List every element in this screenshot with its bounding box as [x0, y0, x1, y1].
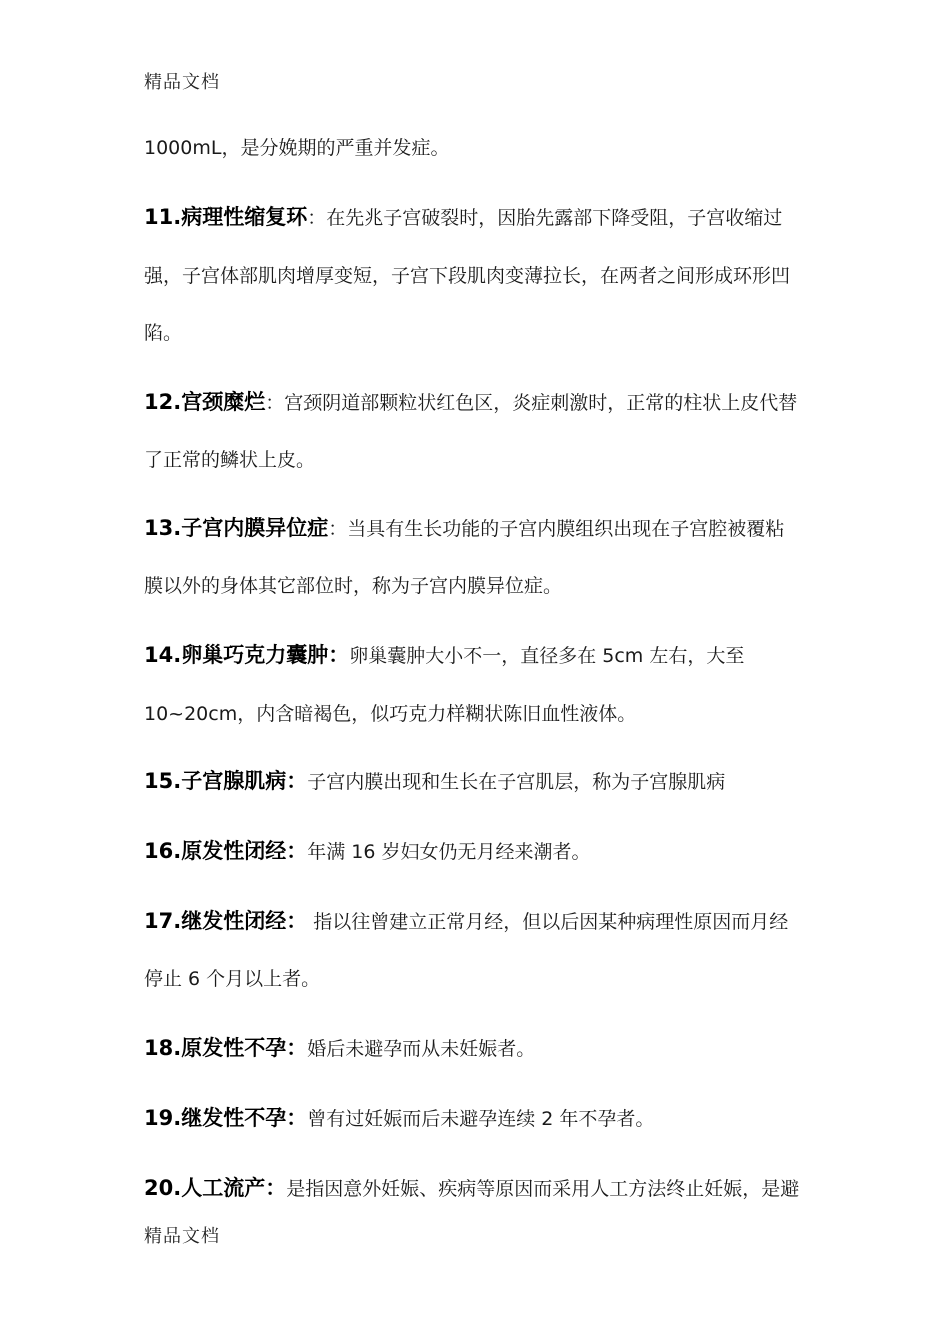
term-label: 15.子宫腺肌病：	[144, 769, 308, 793]
definition-text: ：当具有生长功能的子宫内膜组织出现在子宫腔被覆粘	[328, 518, 785, 540]
term-label: 20.人工流产：	[144, 1176, 287, 1200]
text-line	[144, 1105, 654, 1132]
definition-text: ：在先兆子宫破裂时，因胎先露部下降受阻，子宫收缩过	[307, 207, 783, 229]
definition-text: 膜以外的身体其它部位时，称为子宫内膜异位症。	[144, 575, 563, 597]
text-line	[144, 1035, 535, 1062]
text-line	[144, 204, 782, 231]
definition-text: 子宫内膜出现和生长在子宫肌层，称为子宫腺肌病	[307, 771, 726, 793]
definition-text: 10~20cm，内含暗褐色，似巧克力样糊状陈旧血性液体。	[144, 703, 637, 725]
page-header: 精品文档	[144, 72, 220, 93]
term-label: 16.原发性闭经：	[144, 839, 308, 863]
text-line	[144, 446, 315, 473]
definition-text: 陷。	[144, 322, 183, 344]
term-label: 11.病理性缩复环	[144, 205, 308, 229]
definition-text: 了正常的鳞状上皮。	[144, 449, 316, 471]
definition-text: 1000mL，是分娩期的严重并发症。	[144, 137, 450, 159]
text-line	[144, 768, 725, 795]
term-label: 18.原发性不孕：	[144, 1036, 308, 1060]
definition-text: 指以往曾建立正常月经，但以后因某种病理性原因而月经	[307, 911, 789, 933]
text-line	[144, 908, 788, 935]
text-line	[144, 515, 784, 542]
term-label: 19.继发性不孕：	[144, 1106, 308, 1130]
text-line	[144, 838, 590, 865]
term-label: 12.宫颈糜烂	[144, 390, 266, 414]
page-footer: 精品文档	[144, 1226, 220, 1247]
definition-text: 强，子宫体部肌肉增厚变短，子宫下段肌肉变薄拉长，在两者之间形成环形凹	[144, 265, 791, 287]
definition-text: 卵巢囊肿大小不一，直径多在 5cm 左右，大至	[349, 645, 745, 667]
term-label: 13.子宫内膜异位症	[144, 516, 329, 540]
text-line	[144, 134, 449, 161]
text-line	[144, 389, 797, 416]
text-line	[144, 319, 182, 346]
text-line	[144, 572, 562, 599]
definition-text: 婚后未避孕而从未妊娠者。	[307, 1038, 536, 1060]
text-line	[144, 965, 320, 992]
definition-text: 是指因意外妊娠、疾病等原因而采用人工方法终止妊娠，是避	[286, 1178, 800, 1200]
definition-text: 停止 6 个月以上者。	[144, 968, 321, 990]
term-label: 14.卵巢巧克力囊肿：	[144, 643, 350, 667]
term-label: 17.继发性闭经：	[144, 909, 308, 933]
definition-text: 年满 16 岁妇女仍无月经来潮者。	[307, 841, 591, 863]
text-line	[144, 262, 790, 289]
text-line	[144, 642, 744, 669]
text-line	[144, 700, 636, 727]
text-line	[144, 1175, 799, 1202]
definition-text: ：宫颈阴道部颗粒状红色区，炎症刺激时，正常的柱状上皮代替	[265, 392, 798, 414]
definition-text: 曾有过妊娠而后未避孕连续 2 年不孕者。	[307, 1108, 655, 1130]
